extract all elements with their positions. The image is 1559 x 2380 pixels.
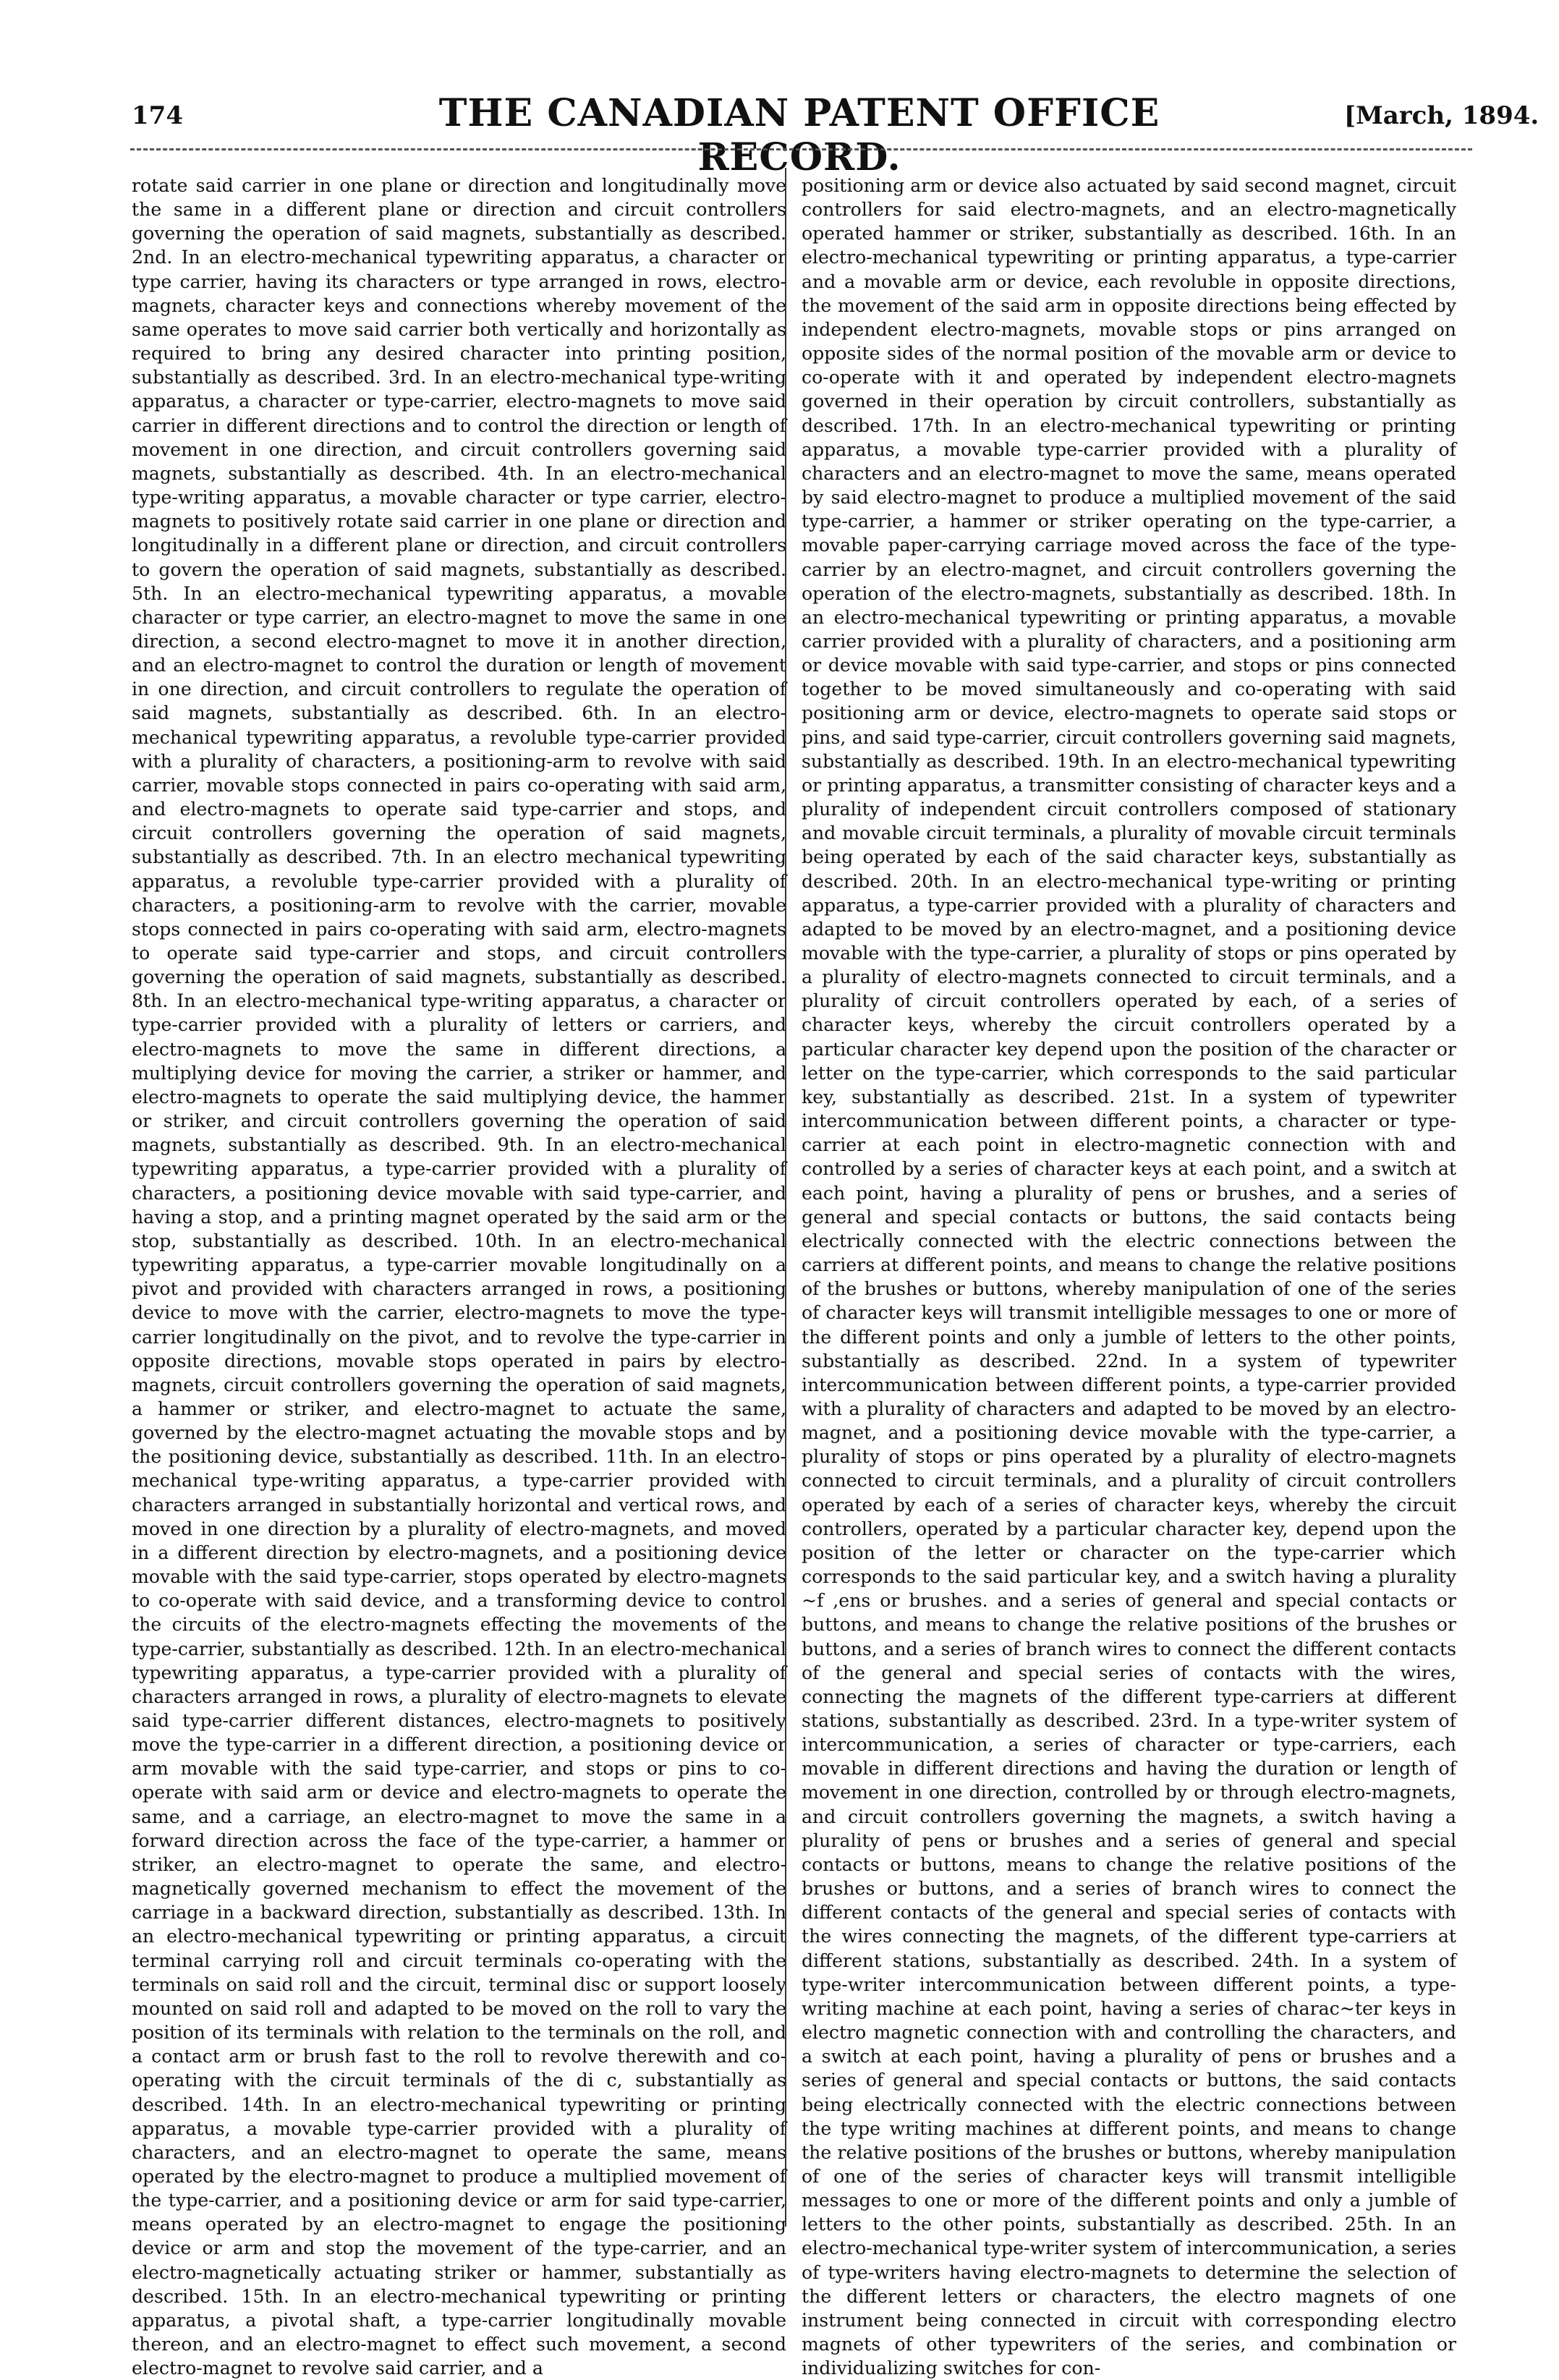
left-column-text: rotate said carrier in one plane or direction and longitudinally move the same in a different plane or direction and circuit controllers governing the operation of said magnets, substantially as described. 2nd. In an electro-mechanical typewriting apparatus, a character or type carrier, having its characters or type arranged in rows, electro-magnets, character keys and connections whereby movement of the same operates to move said carrier both vertically and horizontally as required to bring any desired character into printing position, substantially as described. 3rd. In an electro-mechanical type-writing apparatus, a character or type-carrier, electro-magnets to move said carrier in different directions and to control the direction or length of movement in one direction, and circuit controllers governing said magnets, substantially as described. 4th. In an electro-mechanical type-writing apparatus, a movable character or type carrier, electro-magnets to positively rotate said carrier in one plane or direction and longitudinally in a different plane or direction, and circuit controllers to govern the operation of said magnets, substantially as described. 5th. In an electro-mechanical typewriting apparatus, a movable character or type carrier, an electro-magnet to move the same in one direction, a second electro-magnet to move it in another direction, and an electro-magnet to control the duration or length of movement in one direction, and circuit controllers to regulate the operation of said magnets, substantially as described. 6th. In an electro-mechanical typewriting apparatus, a revoluble type-carrier provided with a plurality of characters, a positioning-arm to revolve with said carrier, movable stops connected in pairs co-operating with said arm, and electro-magnets to operate said type-carrier and stops, and circuit controllers governing the operation of said magnets, substantially as described. 7th. In an electro mechanical typewriting apparatus, a revoluble type-carrier provided with a plurality of characters, a positioning-arm to revolve with the carrier, movable stops connected in pairs co-operating with said arm, electro-magnets to operate said type-carrier and stops, and circuit controllers governing the operation of said magnets, substantially as described. 8th. In an electro-mechanical type-writing apparatus, a character or type-carrier provided with a plurality of letters or carriers, and electro-magnets to move the same in different directions, a multiplying device for moving the carrier, a striker or hammer, and electro-magnets to operate the said multiplying device, the hammer or striker, and circuit controllers governing the operation of said magnets, substantially as described. 9th. In an electro-mechanical typewriting apparatus, a type-carrier provided with a plurality of characters, a positioning device movable with said type-carrier, and having a stop, and a printing magnet operated by the said arm or the stop, substantially as described. 10th. In an electro-mechanical typewriting apparatus, a type-carrier movable longitudinally on a pivot and provided with characters arranged in rows, a positioning device to move with the carrier, electro-magnets to move the type-carrier longitudinally on the pivot, and to revolve the type-carrier in opposite directions, movable stops operated in pairs by electro-magnets, circuit controllers governing the operation of said magnets, a hammer or striker, and electro-magnet to actuate the same, governed by the electro-magnet actuating the movable stops and by the positioning device, substantially as described. 11th. In an electro-mechanical type-writing apparatus, a type-carrier provided with characters arranged in substantially horizontal and vertical rows, and moved in one direction by a plurality of electro-magnets, and moved in a different direction by electro-magnets, and a positioning device movable with the said type-carrier, stops operated by electro-magnets to co-operate with said device, and a transforming device to control the circuits of the electro-magnets effecting the movements of the type-carrier, substantially as described. 12th. In an electro-mechanical typewriting apparatus, a type-carrier provided with a plurality of characters arranged in rows, a plurality of electro-magnets to elevate said type-carrier different distances, electro-magnets to positively move the type-carrier in a different direction, a positioning device or arm movable with the said type-carrier, and stops or pins to co-operate with said arm or device and electro-magnets to operate the same, and a carriage, an electro-magnet to move the same in a forward direction across the face of the type-carrier, a hammer or striker, an electro-magnet to operate the same, and electro-magnetically governed mechanism to effect the movement of the carriage in a backward direction, substantially as described. 13th. In an electro-mechanical typewriting or printing apparatus, a circuit terminal carrying roll and circuit terminals co-operating with the terminals on said roll and the circuit, terminal disc or support loosely mounted on said roll and adapted to be moved on the roll to vary the position of its terminals with relation to the terminals on the roll, and a contact arm or brush fast to the roll to revolve therewith and co-operating with the circuit terminals of the di c, substantially as described. 14th. In an electro-mechanical typewriting or printing apparatus, a movable type-carrier provided with a plurality of characters, and an electro-magnet to operate the same, means operated by the electro-magnet to produce a multiplied movement of the type-carrier, and a positioning device or arm for said type-carrier, means operated by an electro-magnet to engage the positioning device or arm and stop the movement of the type-carrier, and an electro-magnetically actuating striker or hammer, substantially as described. 15th. In an electro-mechanical typewriting or printing apparatus, a pivotal shaft, a type-carrier longitudinally movable thereon, and an electro-magnet to effect such movement, a second electro-magnet to revolve said carrier, and a [132, 175, 786, 2379]
journal-title: THE CANADIAN PATENT OFFICE RECORD. [438, 91, 1160, 179]
right-column [802, 174, 1457, 2379]
page-header [0, 0, 1559, 179]
left-column [132, 174, 786, 2379]
header-rule [130, 148, 1472, 150]
column-divider [785, 168, 786, 2227]
issue-date: [March, 1894. [1344, 101, 1539, 130]
page-number: 174 [132, 101, 183, 130]
right-column-text: positioning arm or device also actuated by said second magnet, circuit controllers for said electro-magnets, and an electro-magnetically operated hammer or striker, substantially as described. 16th. In an electro-mechanical typewriting or printing apparatus, a type-carrier and a movable arm or device, each revoluble in opposite directions, the movement of the said arm in opposite directions being effected by independent electro-magnets, movable stops or pins arranged on opposite sides of the normal position of the movable arm or device to co-operate with it and operated by independent electro-magnets governed in their operation by circuit controllers, substantially as described. 17th. In an electro-mechanical typewriting or printing apparatus, a movable type-carrier provided with a plurality of characters and an electro-magnet to move the same, means operated by said electro-magnet to produce a multiplied movement of the said type-carrier, a hammer or striker operating on the type-carrier, a movable paper-carrying carriage moved across the face of the type-carrier by an electro-magnet, and circuit controllers governing the operation of the electro-magnets, substantially as described. 18th. In an electro-mechanical typewriting or printing apparatus, a movable carrier provided with a plurality of characters, and a positioning arm or device movable with said type-carrier, and stops or pins connected together to be moved simultaneously and co-operating with said positioning arm or device, electro-magnets to operate said stops or pins, and said type-carrier, circuit controllers governing said magnets, substantially as described. 19th. In an electro-mechanical typewriting or printing apparatus, a transmitter consisting of character keys and a plurality of independent circuit controllers composed of stationary and movable circuit terminals, a plurality of movable circuit terminals being operated by each of the said character keys, substantially as described. 20th. In an electro-mechanical type-writing or printing apparatus, a type-carrier provided with a plurality of characters and adapted to be moved by an electro-magnet, and a positioning device movable with the type-carrier, a plurality of stops or pins operated by a plurality of electro-magnets connected to circuit terminals, and a plurality of circuit controllers operated by each, of a series of character keys, whereby the circuit controllers operated by a particular character key depend upon the position of the character or letter on the type-carrier, which corresponds to the said particular key, substantially as described. 21st. In a system of typewriter intercommunication between different points, a character or type-carrier at each point in electro-magnetic connection with and controlled by a series of character keys at each point, and a switch at each point, having a plurality of pens or brushes, and a series of general and special contacts or buttons, the said contacts being electrically connected with the electric connections between the carriers at different points, and means to change the relative positions of the brushes or buttons, whereby manipulation of one of the series of character keys will transmit intelligible messages to one or more of the different points and only a jumble of letters to the other points, substantially as described. 22nd. In a system of typewriter intercommunication between different points, a type-carrier provided with a plurality of characters and adapted to be moved by an electro-magnet, and a positioning device movable with the type-carrier, a plurality of stops or pins operated by a plurality of electro-magnets connected to circuit terminals, and a plurality of circuit controllers operated by each of a series of character keys, whereby the circuit controllers, operated by a particular character key, depend upon the position of the letter or character on the type-carrier which corresponds to the said particular key, and a switch having a plurality ~f ,ens or brushes. and a series of general and special contacts or buttons, and means to change the relative positions of the brushes or buttons, and a series of branch wires to connect the different contacts of the general and special series of contacts with the wires, connecting the magnets of the different type-carriers at different stations, substantially as described. 23rd. In a type-writer system of intercommunication, a series of character or type-carriers, each movable in different directions and having the duration or length of movement in one direction, controlled by or through electro-magnets, and circuit controllers governing the magnets, a switch having a plurality of pens or brushes and a series of general and special contacts or buttons, means to change the relative positions of the brushes or buttons, and a series of branch wires to connect the different contacts of the general and special series of contacts with the wires connecting the magnets, of the different type-carriers at different stations, substantially as described. 24th. In a system of type-writer intercommunication between different points, a type-writing machine at each point, having a series of charac~ter keys in electro magnetic connection with and controlling the characters, and a switch at each point, having a plurality of pens or brushes and a series of general and special contacts or buttons, the said contacts being electrically connected with the electric connections between the type writing machines at different points, and means to change the relative positions of the brushes or buttons, whereby manipulation of one of the series of character keys will transmit intelligible messages to one or more of the different points and only a jumble of letters to the other points, substantially as described. 25th. In an electro-mechanical type-writer system of intercommunication, a series of type-writers having electro-magnets to determine the selection of the different letters or characters, the electro magnets of one instrument being connected in circuit with corresponding electro magnets of other typewriters of the series, and combination or individualizing switches for con- [802, 175, 1457, 2379]
